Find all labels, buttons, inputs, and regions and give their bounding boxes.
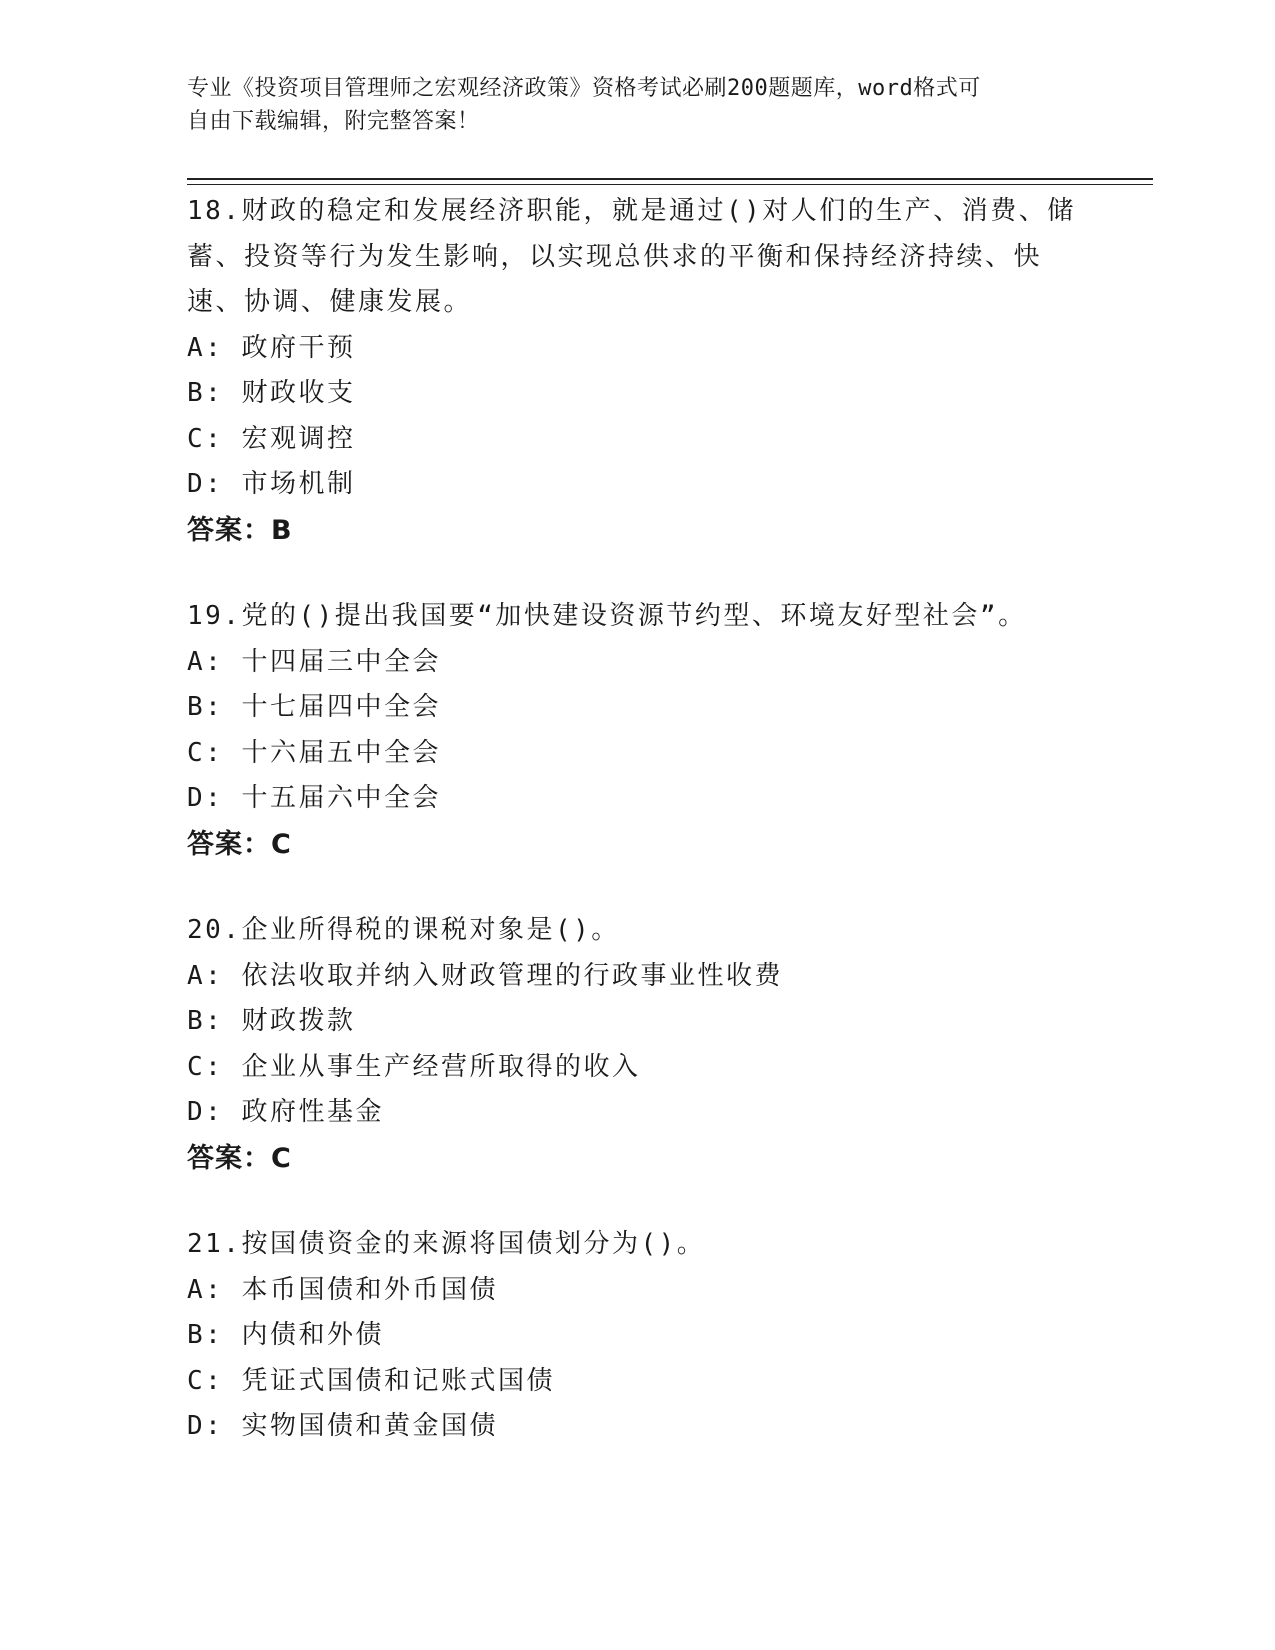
question-stem-line: 18.财政的稳定和发展经济职能，就是通过()对人们的生产、消费、储 [187, 196, 1076, 226]
header-divider-thick [187, 178, 1153, 180]
option-d: D: 十五届六中全会 [187, 783, 441, 813]
question-20 [187, 908, 1087, 1181]
question-19 [187, 594, 1087, 867]
header-line-1: 专业《投资项目管理师之宏观经济政策》资格考试必刷200题题库，word格式可 [187, 76, 981, 101]
answer-label: 答案：B [187, 514, 293, 546]
header-line-2: 自由下载编辑，附完整答案！ [187, 109, 480, 134]
option-c: C: 凭证式国债和记账式国债 [187, 1365, 555, 1396]
answer-label: 答案：C [187, 828, 292, 860]
option-a: A: 政府干预 [187, 332, 356, 363]
option-c: C: 企业从事生产经营所取得的收入 [187, 1051, 641, 1082]
option-a: A: 十四届三中全会 [187, 646, 441, 677]
document-header [187, 72, 1067, 138]
option-c: C: 十六届五中全会 [187, 737, 441, 768]
option-a: A: 依法收取并纳入财政管理的行政事业性收费 [187, 960, 783, 991]
option-d: D: 实物国债和黄金国债 [187, 1411, 498, 1441]
question-stem-line: 速、协调、健康发展。 [187, 287, 473, 317]
header-divider-thin [187, 184, 1153, 185]
question-18 [187, 189, 1087, 553]
option-b: B: 财政拨款 [187, 1006, 356, 1036]
option-b: B: 财政收支 [187, 378, 356, 408]
question-stem-line: 21.按国债资金的来源将国债划分为()。 [187, 1229, 706, 1259]
question-21 [187, 1222, 1087, 1450]
question-stem-line: 20.企业所得税的课税对象是()。 [187, 915, 620, 945]
option-b: B: 十七届四中全会 [187, 692, 441, 722]
option-d: D: 市场机制 [187, 469, 356, 499]
question-list [187, 189, 1087, 1491]
option-a: A: 本币国债和外币国债 [187, 1274, 498, 1305]
option-c: C: 宏观调控 [187, 423, 356, 454]
question-stem-line: 蓄、投资等行为发生影响，以实现总供求的平衡和保持经济持续、快 [187, 241, 1043, 272]
option-d: D: 政府性基金 [187, 1097, 384, 1127]
answer-label: 答案：C [187, 1142, 292, 1174]
option-b: B: 内债和外债 [187, 1320, 384, 1350]
question-stem-line: 19.党的()提出我国要“加快建设资源节约型、环境友好型社会”。 [187, 601, 1027, 631]
